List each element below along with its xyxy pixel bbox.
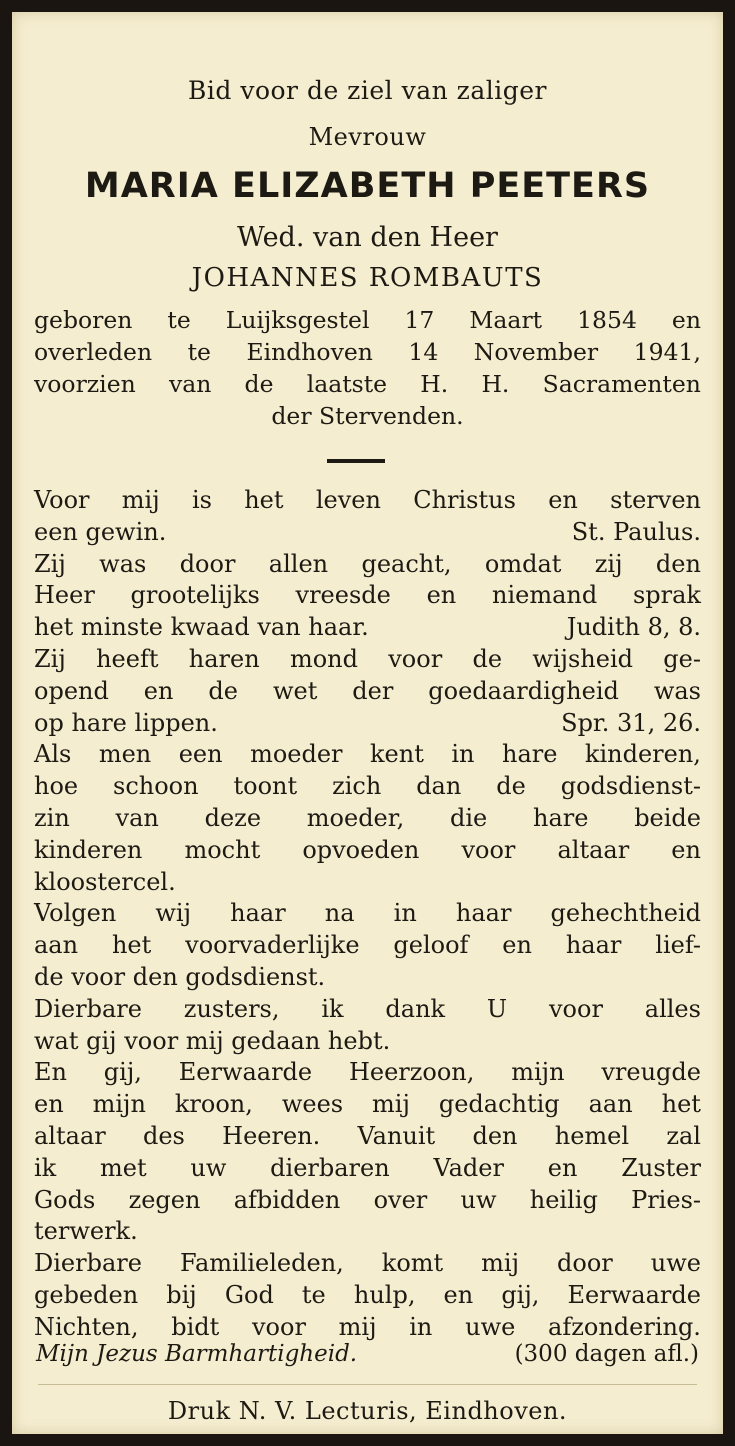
word: godsdienst- bbox=[560, 772, 701, 801]
word: Eerwaarde bbox=[567, 1280, 701, 1309]
text-line bbox=[34, 962, 701, 994]
bio-line bbox=[34, 368, 701, 400]
bio-word: 1854 bbox=[577, 306, 637, 334]
bio-word: geboren bbox=[34, 306, 133, 334]
word: Eerwaarde bbox=[178, 1058, 313, 1087]
word: Heer bbox=[34, 581, 95, 610]
word: een bbox=[178, 740, 223, 769]
word: was bbox=[653, 676, 701, 705]
word: gebeden bbox=[34, 1280, 139, 1309]
bio-word: Sacramenten bbox=[542, 370, 701, 398]
word: des bbox=[142, 1121, 185, 1150]
bio-word: Maart bbox=[469, 306, 543, 334]
bio-word: Luijksgestel bbox=[225, 306, 370, 334]
text-line bbox=[34, 676, 701, 708]
word: dank bbox=[385, 994, 446, 1023]
word: mijn bbox=[511, 1058, 565, 1087]
word: kroon, bbox=[174, 1090, 253, 1119]
word: en bbox=[671, 835, 701, 864]
word: Volgen bbox=[34, 899, 117, 928]
word: die bbox=[449, 803, 488, 832]
text-line bbox=[34, 1216, 701, 1248]
word: den bbox=[472, 1121, 518, 1150]
husband-name: JOHANNES ROMBAUTS bbox=[191, 263, 544, 293]
word: het bbox=[244, 486, 284, 514]
word: moeder bbox=[250, 740, 343, 769]
text-line-main bbox=[34, 994, 701, 1026]
word: geloof bbox=[393, 931, 469, 960]
text-line bbox=[34, 771, 701, 803]
word: Vanuit bbox=[357, 1121, 436, 1150]
deceased-name: MARIA ELIZABETH PEETERS bbox=[84, 166, 651, 206]
text-line bbox=[34, 803, 701, 835]
text-line bbox=[34, 1026, 701, 1058]
word: Vader bbox=[433, 1153, 504, 1182]
word: kinderen, bbox=[584, 740, 701, 769]
memorial-card bbox=[12, 12, 723, 1434]
word: men bbox=[98, 740, 152, 769]
word: door bbox=[557, 1249, 613, 1278]
word: uwe bbox=[465, 1312, 516, 1341]
word: U bbox=[486, 994, 508, 1023]
bio-word: 17 bbox=[404, 306, 435, 334]
word: Pries- bbox=[631, 1185, 701, 1214]
word: afzondering. bbox=[548, 1312, 701, 1341]
bio-word: Eindhoven bbox=[246, 338, 373, 366]
word: heilig bbox=[529, 1185, 598, 1214]
word: God bbox=[224, 1280, 274, 1309]
citation: Spr. 31, 26. bbox=[561, 708, 701, 737]
word: hare bbox=[501, 740, 558, 769]
word: gedachtig bbox=[438, 1090, 560, 1119]
word: de bbox=[472, 644, 503, 673]
memorial-text bbox=[34, 485, 701, 1344]
word: voor bbox=[252, 1312, 306, 1341]
word: mocht bbox=[184, 835, 261, 864]
word: Gods bbox=[34, 1185, 96, 1214]
bio-word: der Stervenden. bbox=[271, 402, 464, 430]
word: toont bbox=[233, 772, 298, 801]
word: en bbox=[443, 1280, 474, 1309]
word: opend bbox=[34, 676, 109, 705]
text-line bbox=[34, 580, 701, 612]
word: wees bbox=[281, 1090, 344, 1119]
text-line-main bbox=[34, 803, 701, 835]
word: sprak bbox=[632, 581, 701, 610]
text-line bbox=[34, 867, 701, 899]
word: haar bbox=[455, 899, 512, 928]
word: van bbox=[115, 803, 159, 832]
text-line bbox=[34, 517, 701, 549]
word: Als bbox=[34, 740, 72, 769]
word: na bbox=[324, 899, 355, 928]
word: kent bbox=[370, 740, 424, 769]
word: ik bbox=[321, 994, 344, 1023]
word: mij bbox=[372, 1090, 410, 1119]
text-line-main bbox=[34, 1248, 701, 1280]
word: het bbox=[661, 1090, 701, 1119]
word: in bbox=[409, 1312, 433, 1341]
word: En bbox=[34, 1058, 67, 1087]
text-line bbox=[34, 1312, 701, 1344]
bio-line bbox=[34, 336, 701, 368]
word: en bbox=[143, 676, 174, 705]
word: gehechtheid bbox=[550, 899, 701, 928]
text-line-main: op hare lippen. bbox=[34, 708, 218, 737]
text-line-main bbox=[34, 739, 701, 771]
word: haar bbox=[230, 899, 286, 928]
text-line-main: kloostercel. bbox=[34, 867, 176, 896]
word: vreesde bbox=[295, 581, 391, 610]
word: afbidden bbox=[233, 1185, 341, 1214]
text-line-main bbox=[34, 644, 701, 676]
word: ge- bbox=[663, 644, 701, 673]
word: hulp, bbox=[353, 1280, 416, 1309]
text-line-main bbox=[34, 1089, 701, 1121]
text-line-main bbox=[34, 930, 701, 962]
word: leven bbox=[315, 486, 381, 514]
text-line-main: het minste kwaad van haar. bbox=[34, 613, 369, 642]
word: Zij bbox=[34, 644, 66, 673]
word: en bbox=[502, 931, 532, 960]
text-line-main: wat gij voor mij gedaan hebt. bbox=[34, 1026, 391, 1055]
bio-word: te bbox=[167, 306, 191, 334]
text-line bbox=[34, 644, 701, 676]
bio-word: laatste bbox=[306, 370, 388, 398]
word: door bbox=[179, 549, 236, 578]
bio-word: overleden bbox=[34, 338, 153, 366]
word: den bbox=[655, 549, 701, 578]
word: is bbox=[191, 486, 212, 514]
text-line-main bbox=[34, 1153, 701, 1185]
text-line bbox=[34, 1153, 701, 1185]
bio-word: H. bbox=[481, 370, 510, 398]
bio-word: van bbox=[168, 370, 212, 398]
word: voorvaderlijke bbox=[185, 931, 360, 960]
word: hoe bbox=[34, 772, 79, 801]
word: aan bbox=[34, 931, 79, 960]
word: zin bbox=[34, 803, 70, 832]
word: vreugde bbox=[601, 1058, 701, 1087]
text-line-main bbox=[34, 835, 701, 867]
text-line-main: de voor den godsdienst. bbox=[34, 962, 326, 991]
word: gij, bbox=[103, 1058, 142, 1087]
word: in bbox=[393, 899, 417, 928]
bio-word: H. bbox=[420, 370, 449, 398]
word: wijsheid bbox=[532, 644, 634, 673]
word: voor bbox=[461, 835, 516, 864]
word: hare bbox=[532, 803, 589, 832]
word: deze bbox=[204, 803, 262, 832]
word: mijn bbox=[92, 1090, 146, 1119]
text-line-main bbox=[34, 676, 701, 708]
word: Nichten, bbox=[34, 1312, 139, 1341]
word: en bbox=[548, 486, 578, 514]
text-line-main bbox=[34, 898, 701, 930]
title-mevrouw: Mevrouw bbox=[308, 123, 427, 151]
word: voor bbox=[548, 994, 603, 1023]
word: grootelijks bbox=[130, 581, 260, 610]
prayer-intro: Bid voor de ziel van zaliger bbox=[188, 76, 547, 105]
word: zij bbox=[594, 549, 623, 578]
word: allen bbox=[268, 549, 329, 578]
text-line bbox=[34, 1280, 701, 1312]
text-line bbox=[34, 1121, 701, 1153]
word: wij bbox=[155, 899, 192, 928]
word: Familieleden, bbox=[179, 1249, 344, 1278]
text-line bbox=[34, 898, 701, 930]
text-line bbox=[34, 708, 701, 740]
word: hemel bbox=[554, 1121, 630, 1150]
word: mij bbox=[338, 1312, 377, 1341]
text-line-main bbox=[34, 1121, 701, 1153]
text-line bbox=[34, 1057, 701, 1089]
word: aan bbox=[588, 1090, 633, 1119]
text-line-main: een gewin. bbox=[34, 517, 167, 546]
bio-word: 14 bbox=[408, 338, 439, 366]
indulgence-prayer bbox=[36, 1341, 699, 1367]
bio-line bbox=[34, 304, 701, 336]
text-line bbox=[34, 835, 701, 867]
word: haren bbox=[188, 644, 260, 673]
text-line bbox=[34, 1248, 701, 1280]
word: Zuster bbox=[621, 1153, 701, 1182]
word: der bbox=[352, 676, 394, 705]
word: Heerzoon, bbox=[348, 1058, 475, 1087]
bio-line bbox=[34, 400, 701, 432]
text-line bbox=[34, 1185, 701, 1217]
printer-credit: Druk N. V. Lecturis, Eindhoven. bbox=[167, 1397, 568, 1425]
word: niemand bbox=[491, 581, 598, 610]
text-line-main bbox=[34, 1057, 701, 1089]
word: met bbox=[100, 1153, 147, 1182]
citation: St. Paulus. bbox=[571, 517, 701, 546]
biography bbox=[34, 304, 701, 432]
word: mond bbox=[289, 644, 358, 673]
citation: Judith 8, 8. bbox=[566, 613, 701, 642]
divider-rule bbox=[327, 459, 385, 463]
text-line-main bbox=[34, 580, 701, 612]
word: en bbox=[426, 581, 457, 610]
word: gij, bbox=[501, 1280, 540, 1309]
text-line-main: terwerk. bbox=[34, 1217, 138, 1246]
word: ik bbox=[34, 1153, 57, 1182]
word: altaar bbox=[34, 1121, 106, 1150]
bio-word: voorzien bbox=[34, 370, 136, 398]
text-line bbox=[34, 739, 701, 771]
word: omdat bbox=[484, 549, 562, 578]
word: haar bbox=[565, 931, 622, 960]
word: heeft bbox=[96, 644, 159, 673]
word: de bbox=[208, 676, 238, 705]
widow-of-label: Wed. van den Heer bbox=[237, 222, 498, 253]
word: in bbox=[451, 740, 475, 769]
text-line-main bbox=[34, 1280, 701, 1312]
word: wet bbox=[272, 676, 318, 705]
text-line bbox=[34, 612, 701, 644]
word: Heeren. bbox=[222, 1121, 321, 1150]
word: dierbaren bbox=[270, 1153, 390, 1182]
word: Voor bbox=[34, 486, 90, 514]
word: bidt bbox=[171, 1312, 220, 1341]
word: Dierbare bbox=[34, 1249, 142, 1278]
text-line-main bbox=[34, 485, 701, 517]
text-line-main bbox=[34, 549, 701, 581]
word: lief- bbox=[655, 931, 701, 960]
word: zich bbox=[332, 772, 382, 801]
text-line bbox=[34, 994, 701, 1026]
word: beide bbox=[634, 803, 701, 832]
bio-word: de bbox=[244, 370, 274, 398]
word: zegen bbox=[128, 1185, 201, 1214]
indulgence-text: (300 dagen afl.) bbox=[514, 1341, 699, 1367]
word: bij bbox=[166, 1280, 197, 1309]
word: schoon bbox=[113, 772, 199, 801]
text-line-main bbox=[34, 1185, 701, 1217]
word: en bbox=[34, 1090, 64, 1119]
bio-word: te bbox=[187, 338, 211, 366]
word: geacht, bbox=[361, 549, 452, 578]
word: Dierbare bbox=[34, 994, 142, 1023]
word: moeder, bbox=[306, 803, 405, 832]
word: zal bbox=[666, 1121, 701, 1150]
word: goedaardigheid bbox=[428, 676, 619, 705]
bio-word: en bbox=[671, 306, 701, 334]
word: komt bbox=[381, 1249, 444, 1278]
word: over bbox=[373, 1185, 428, 1214]
word: voor bbox=[388, 644, 443, 673]
footer-separator bbox=[38, 1384, 697, 1385]
word: opvoeden bbox=[302, 835, 420, 864]
word: het bbox=[111, 931, 152, 960]
word: kinderen bbox=[34, 835, 143, 864]
word: Zij bbox=[34, 549, 66, 578]
text-line bbox=[34, 1089, 701, 1121]
word: uw bbox=[190, 1153, 227, 1182]
prayer-text: Mijn Jezus Barmhartigheid. bbox=[36, 1341, 358, 1367]
text-line bbox=[34, 549, 701, 581]
text-line-main bbox=[34, 771, 701, 803]
word: was bbox=[99, 549, 147, 578]
word: Christus bbox=[413, 486, 516, 514]
text-line bbox=[34, 485, 701, 517]
bio-word: 1941, bbox=[633, 338, 701, 366]
word: uwe bbox=[650, 1249, 701, 1278]
bio-word: November bbox=[473, 338, 599, 366]
word: en bbox=[547, 1153, 578, 1182]
word: uw bbox=[460, 1185, 497, 1214]
word: alles bbox=[644, 994, 701, 1023]
word: altaar bbox=[557, 835, 630, 864]
word: de bbox=[496, 772, 526, 801]
word: sterven bbox=[610, 486, 701, 514]
word: zusters, bbox=[183, 994, 280, 1023]
word: te bbox=[301, 1280, 326, 1309]
word: mij bbox=[121, 486, 160, 514]
text-line-main bbox=[34, 1312, 701, 1344]
text-line bbox=[34, 930, 701, 962]
word: dan bbox=[416, 772, 462, 801]
word: mij bbox=[481, 1249, 520, 1278]
